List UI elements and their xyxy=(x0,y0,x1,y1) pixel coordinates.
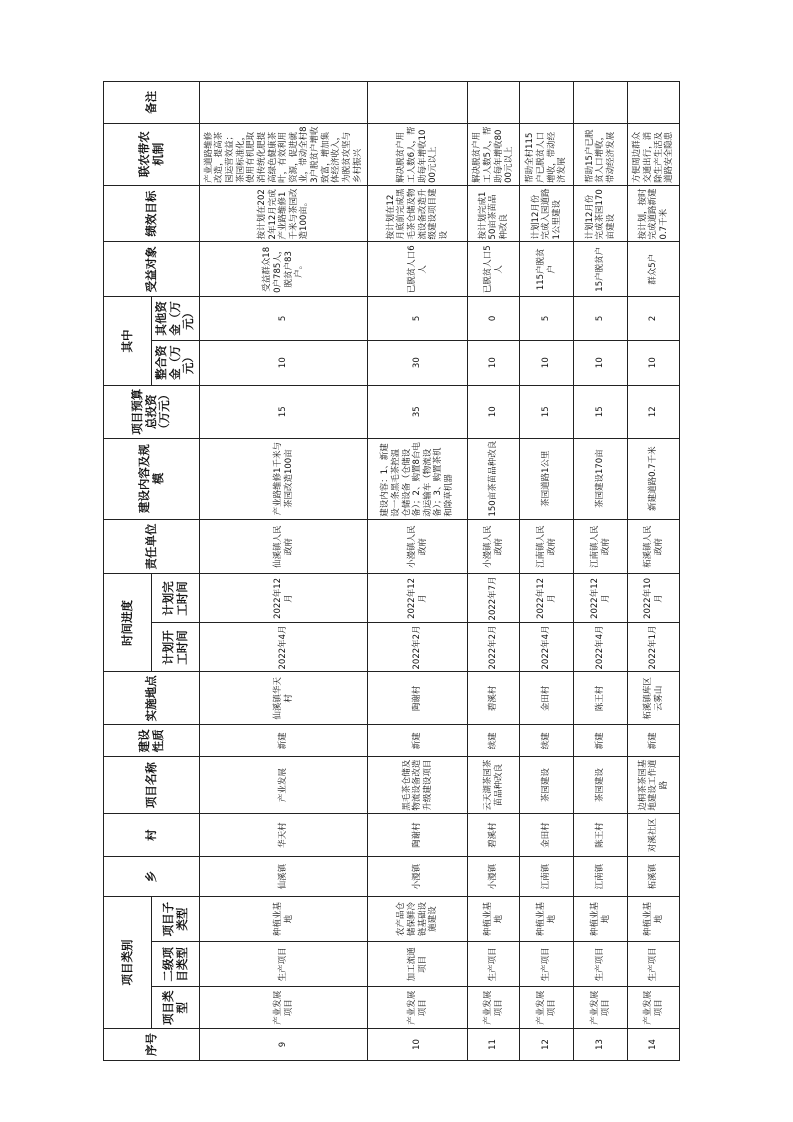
cell-remark xyxy=(520,82,574,124)
header-schedule-group: 时间进度 xyxy=(104,574,152,672)
cell-other: 5 xyxy=(368,297,468,340)
cell-content: 茶园道路1公里 xyxy=(520,438,574,519)
table-row xyxy=(200,82,368,1061)
cell-content: 产业路维修1千米与茶园改造100亩 xyxy=(200,438,368,519)
cell-cat2: 生产项目 xyxy=(468,942,520,987)
header-unit: 责任单位 xyxy=(104,519,200,574)
cell-cat2: 生产项目 xyxy=(200,942,368,987)
cell-content: 新建道路0.7千米 xyxy=(628,438,680,519)
cell-content: 茶园建设170亩 xyxy=(574,438,628,519)
cell-cat2: 加工流通项目 xyxy=(368,942,468,987)
header-cat1: 项目类型 xyxy=(152,987,200,1028)
cell-integrated: 30 xyxy=(368,340,468,385)
cell-seq: 13 xyxy=(574,1028,628,1060)
cell-remark xyxy=(574,82,628,124)
header-location: 实施地点 xyxy=(104,672,200,725)
header-beneficiary: 受益对象 xyxy=(104,242,200,297)
cell-cat2: 生产项目 xyxy=(574,942,628,987)
cell-beneficiary: 已脱贫人口5人 xyxy=(468,242,520,297)
cell-integrated: 10 xyxy=(628,340,680,385)
cell-beneficiary: 已脱贫人口6人 xyxy=(368,242,468,297)
cell-target: 按计划完成150亩茶苗品种改良 xyxy=(468,185,520,242)
cell-budget: 15 xyxy=(520,385,574,438)
cell-content: 150亩茶苗品种改良 xyxy=(468,438,520,519)
header-target: 绩效目标 xyxy=(104,185,200,242)
cell-start: 2022年4月 xyxy=(520,623,574,672)
cell-village: 碧溪村 xyxy=(468,813,520,856)
cell-cat1: 产业发展项目 xyxy=(520,987,574,1028)
cell-start: 2022年4月 xyxy=(200,623,368,672)
cell-start: 2022年1月 xyxy=(628,623,680,672)
cell-beneficiary: 115户脱贫户 xyxy=(520,242,574,297)
cell-beneficiary: 受益群众180户785人，脱贫户83户。 xyxy=(200,242,368,297)
cell-nature: 新建 xyxy=(628,725,680,757)
cell-mechanism: 帮助全村115户已脱贫人口增收，带动经济发展 xyxy=(520,123,574,185)
cell-village: 陈王村 xyxy=(574,813,628,856)
cell-unit: 小漫镇人民政府 xyxy=(368,519,468,574)
cell-end: 2022年10月 xyxy=(628,574,680,623)
cell-township: 江南镇 xyxy=(520,857,574,897)
cell-end: 2022年12月 xyxy=(368,574,468,623)
cell-budget: 35 xyxy=(368,385,468,438)
cell-target: 按计划在12月底前完成黑毛茶仓储及物流设备改造升级建设项目建设 xyxy=(368,185,468,242)
cell-project-name: 边桐茶茶园基地建设工作道路 xyxy=(628,757,680,814)
cell-end: 2022年12月 xyxy=(200,574,368,623)
cell-target: 计划12月份完成入园道路1公里建设 xyxy=(520,185,574,242)
cell-other: 5 xyxy=(574,297,628,340)
cell-integrated: 10 xyxy=(574,340,628,385)
table-row xyxy=(574,82,628,1061)
cell-budget: 12 xyxy=(628,385,680,438)
cell-nature: 新建 xyxy=(574,725,628,757)
cell-start: 2022年2月 xyxy=(368,623,468,672)
cell-seq: 11 xyxy=(468,1028,520,1060)
rotated-table-page xyxy=(103,81,693,1061)
header-category-group: 项目类别 xyxy=(104,896,152,1028)
cell-remark xyxy=(200,82,368,124)
cell-location: 陶谢村 xyxy=(368,672,468,725)
cell-location: 柘溪镇库区云雾山 xyxy=(628,672,680,725)
cell-cat3: 种植业基地 xyxy=(574,896,628,941)
table-row xyxy=(628,82,680,1061)
cell-target: 按计划，按时完成道路新建0.7千米 xyxy=(628,185,680,242)
cell-integrated: 10 xyxy=(520,340,574,385)
cell-location: 碧溪村 xyxy=(468,672,520,725)
table-row xyxy=(368,82,468,1061)
cell-other: 0 xyxy=(468,297,520,340)
cell-other: 2 xyxy=(628,297,680,340)
cell-seq: 10 xyxy=(368,1028,468,1060)
table-row xyxy=(468,82,520,1061)
cell-project-name: 茶园建设 xyxy=(574,757,628,814)
header-village: 村 xyxy=(104,813,200,856)
header-cat3: 项目子类型 xyxy=(152,896,200,941)
header-remark: 备注 xyxy=(104,82,200,124)
cell-cat2: 生产项目 xyxy=(520,942,574,987)
cell-other: 5 xyxy=(200,297,368,340)
cell-remark xyxy=(368,82,468,124)
cell-unit: 小漫镇人民政府 xyxy=(468,519,520,574)
header-township: 乡 xyxy=(104,857,200,897)
cell-target: 计划12月份完成茶园170亩建设 xyxy=(574,185,628,242)
cell-unit: 江南镇人民政府 xyxy=(574,519,628,574)
cell-content: 建设内容：1、新建设一条黑毛茶控温仓储设备（仓储设备）；2、购置8台电动运输车（物流设备）；3、购置茶机和除草机器 xyxy=(368,438,468,519)
cell-village: 金田村 xyxy=(520,813,574,856)
cell-cat1: 产业发展项目 xyxy=(574,987,628,1028)
header-nature: 建设性质 xyxy=(104,725,200,757)
cell-cat3: 种植业基地 xyxy=(200,896,368,941)
cell-cat1: 产业发展项目 xyxy=(200,987,368,1028)
cell-start: 2022年2月 xyxy=(468,623,520,672)
cell-end: 2022年12月 xyxy=(574,574,628,623)
cell-mechanism: 帮助15户已脱贫人口增收，带动经济发展 xyxy=(574,123,628,185)
cell-unit: 柘溪镇人民政府 xyxy=(628,519,680,574)
cell-seq: 9 xyxy=(200,1028,368,1060)
cell-budget: 10 xyxy=(468,385,520,438)
cell-township: 小漫镇 xyxy=(468,857,520,897)
cell-end: 2022年12月 xyxy=(520,574,574,623)
cell-seq: 12 xyxy=(520,1028,574,1060)
cell-village: 华天村 xyxy=(200,813,368,856)
cell-beneficiary: 群众5户 xyxy=(628,242,680,297)
header-cat2: 二级项目类型 xyxy=(152,942,200,987)
cell-township: 小漫镇 xyxy=(368,857,468,897)
project-table xyxy=(103,81,680,1061)
cell-location: 金田村 xyxy=(520,672,574,725)
cell-location: 仙溪镇华天村 xyxy=(200,672,368,725)
header-integrated: 整合资金（万元） xyxy=(152,340,200,385)
cell-cat3: 种植业基地 xyxy=(520,896,574,941)
header-start: 计划开工时间 xyxy=(152,623,200,672)
cell-budget: 15 xyxy=(574,385,628,438)
cell-cat3: 种植业基地 xyxy=(468,896,520,941)
cell-nature: 新建 xyxy=(200,725,368,757)
cell-mechanism: 方便周边群众交通出行，消除生产生活及道路安全隐患 xyxy=(628,123,680,185)
cell-mechanism: 产业道路维修改造，提高茶园运营效益；茶园标准化，使用有机肥取消传统化肥提高绿色健康茶叶，有效利用资源，促进就业，带动全村83户脱贫户增收致富，增加集体经济收入，为脱贫攻坚与乡村振兴 xyxy=(200,123,368,185)
cell-nature: 续建 xyxy=(468,725,520,757)
cell-start: 2022年4月 xyxy=(574,623,628,672)
cell-remark xyxy=(628,82,680,124)
cell-project-name: 黑毛茶仓储及物流设备改造升级建设项目 xyxy=(368,757,468,814)
cell-budget: 15 xyxy=(200,385,368,438)
cell-unit: 仙溪镇人民政府 xyxy=(200,519,368,574)
cell-seq: 14 xyxy=(628,1028,680,1060)
cell-mechanism: 解决脱贫户用工人数5人，帮助每年增收8000元以上 xyxy=(468,123,520,185)
header-mechanism: 联农带农机制 xyxy=(104,123,200,185)
cell-project-name: 产业发展 xyxy=(200,757,368,814)
cell-target: 按计划在2022年12月完成产业路维修1千米与茶园改造100亩。 xyxy=(200,185,368,242)
cell-village: 陶谢村 xyxy=(368,813,468,856)
cell-project-name: 茶园建设 xyxy=(520,757,574,814)
cell-other: 5 xyxy=(520,297,574,340)
header-other: 其他资金（万元） xyxy=(152,297,200,340)
cell-township: 江南镇 xyxy=(574,857,628,897)
header-funds-group: 其中 xyxy=(104,297,152,386)
cell-cat3: 农产品仓储保鲜冷链基础设施建设 xyxy=(368,896,468,941)
cell-mechanism: 解决脱贫户用工人数6人，帮助每年增收1000元以上 xyxy=(368,123,468,185)
cell-integrated: 10 xyxy=(468,340,520,385)
header-end: 计划完工时间 xyxy=(152,574,200,623)
cell-location: 陈王村 xyxy=(574,672,628,725)
cell-nature: 续建 xyxy=(520,725,574,757)
cell-cat2: 生产项目 xyxy=(628,942,680,987)
cell-integrated: 10 xyxy=(200,340,368,385)
cell-cat1: 产业发展项目 xyxy=(468,987,520,1028)
cell-cat3: 种植业基地 xyxy=(628,896,680,941)
cell-village: 对溪社区 xyxy=(628,813,680,856)
cell-end: 2022年7月 xyxy=(468,574,520,623)
cell-township: 柘溪镇 xyxy=(628,857,680,897)
header-budget: 项目预算总投资（万元） xyxy=(104,385,200,438)
table-row xyxy=(520,82,574,1061)
cell-remark xyxy=(468,82,520,124)
header-content: 建设内容及规模 xyxy=(104,438,200,519)
header-seq: 序号 xyxy=(104,1028,200,1060)
cell-cat1: 产业发展项目 xyxy=(628,987,680,1028)
cell-beneficiary: 15户脱贫户 xyxy=(574,242,628,297)
cell-cat1: 产业发展项目 xyxy=(368,987,468,1028)
cell-unit: 江南镇人民政府 xyxy=(520,519,574,574)
cell-township: 仙溪镇 xyxy=(200,857,368,897)
cell-project-name: 云天湖茶园茶苗品种改良 xyxy=(468,757,520,814)
cell-nature: 新建 xyxy=(368,725,468,757)
header-project-name: 项目名称 xyxy=(104,757,200,814)
